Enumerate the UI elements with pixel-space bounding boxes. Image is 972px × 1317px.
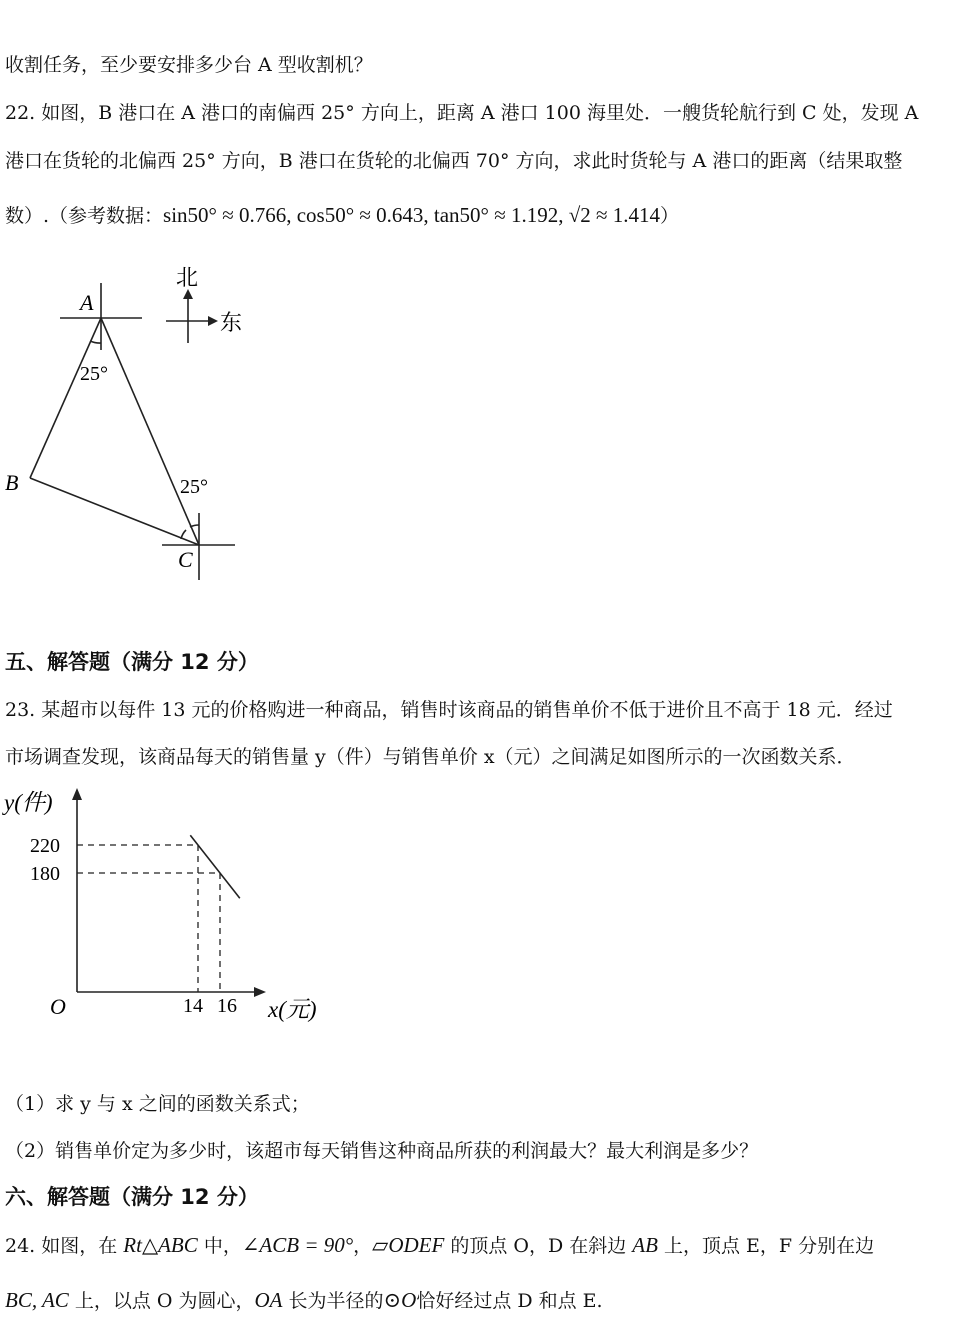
q23-line-1: 23. 某超市以每件 13 元的价格购进一种商品，销售时该商品的销售单价不低于进价且不高于 18 元．经过	[5, 699, 893, 721]
q22-line-3	[5, 202, 967, 229]
q23-line-2: 市场调查发现，该商品每天的销售量 y（件）与销售单价 x（元）之间满足如图所示的一次函数关系．	[5, 746, 856, 768]
x-axis-label: x(元)	[268, 997, 317, 1022]
q22-line-3-prefix: 数）.（参考数据：	[5, 205, 164, 227]
q23-part-1: （1）求 y 与 x 之间的函数关系式；	[5, 1093, 310, 1115]
x-tick-16: 16	[217, 995, 237, 1017]
q23-part-2: （2）销售单价定为多少时，该超市每天销售这种商品所获的利润最大？最大利润是多少？	[5, 1140, 759, 1162]
x-axis-arrow	[254, 987, 266, 997]
y-tick-180: 180	[30, 863, 60, 885]
q22-line-1: 22. 如图，B 港口在 A 港口的南偏西 25° 方向上，距离 A 港口 100 海里处．一艘货轮航行到 C 处，发现 A	[5, 102, 919, 124]
function-line	[190, 835, 240, 898]
q22-figure	[0, 255, 260, 595]
q22-line-3-suffix: ）	[660, 205, 680, 227]
q24-oa: OA	[254, 1288, 283, 1312]
q24-rt-triangle: Rt△ABC	[123, 1233, 198, 1257]
label-north: 北	[176, 265, 199, 290]
angle-A-label: 25°	[80, 363, 108, 385]
q24-circle-o: ⊙O	[383, 1288, 417, 1312]
label-C: C	[178, 547, 193, 572]
y-tick-220: 220	[30, 835, 60, 857]
label-B: B	[5, 470, 19, 495]
q24-text-e: 上，顶点 E，F 分别在边	[657, 1235, 875, 1257]
section-6-title: 六、解答题（满分 12 分）	[5, 1185, 259, 1209]
q24-parallelogram: ▱ODEF	[372, 1233, 445, 1257]
q24-text-d: 的顶点 O，D 在斜边	[444, 1235, 633, 1257]
q24-ab: AB	[632, 1233, 658, 1257]
q23-graph	[0, 780, 340, 1045]
section-5-title: 五、解答题（满分 12 分）	[5, 650, 259, 674]
y-axis-label: y(件)	[4, 790, 53, 815]
q24-line-2	[5, 1287, 967, 1314]
q24-text-a: 24. 如图，在	[5, 1235, 124, 1257]
q22-reference-data: sin50° ≈ 0.766, cos50° ≈ 0.643, tan50° ≈ 1.192, √2 ≈ 1.414	[163, 203, 661, 227]
angle-C-label: 25°	[180, 476, 208, 498]
q24-bc-ac: BC, AC	[5, 1288, 69, 1312]
origin-label: O	[50, 994, 66, 1019]
q21-tail-text: 收割任务，至少要安排多少台 A 型收割机？	[5, 54, 373, 76]
q24-line-1	[5, 1232, 967, 1259]
q24-angle: ∠ACB = 90°	[241, 1233, 354, 1257]
q24-text-b: 中，	[197, 1235, 242, 1257]
label-A: A	[80, 290, 94, 315]
q24-text-h: 恰好经过点 D 和点 E.	[416, 1290, 603, 1312]
x-tick-14: 14	[183, 995, 203, 1017]
label-east: 东	[220, 310, 243, 335]
q22-line-2: 港口在货轮的北偏西 25° 方向，B 港口在货轮的北偏西 70° 方向，求此时货轮与 A 港口的距离（结果取整	[5, 150, 903, 172]
y-axis-arrow	[72, 788, 82, 800]
q24-text-c: ，	[353, 1235, 373, 1257]
q24-text-f: 上，以点 O 为圆心，	[68, 1290, 255, 1312]
q24-text-g: 长为半径的	[282, 1290, 384, 1312]
